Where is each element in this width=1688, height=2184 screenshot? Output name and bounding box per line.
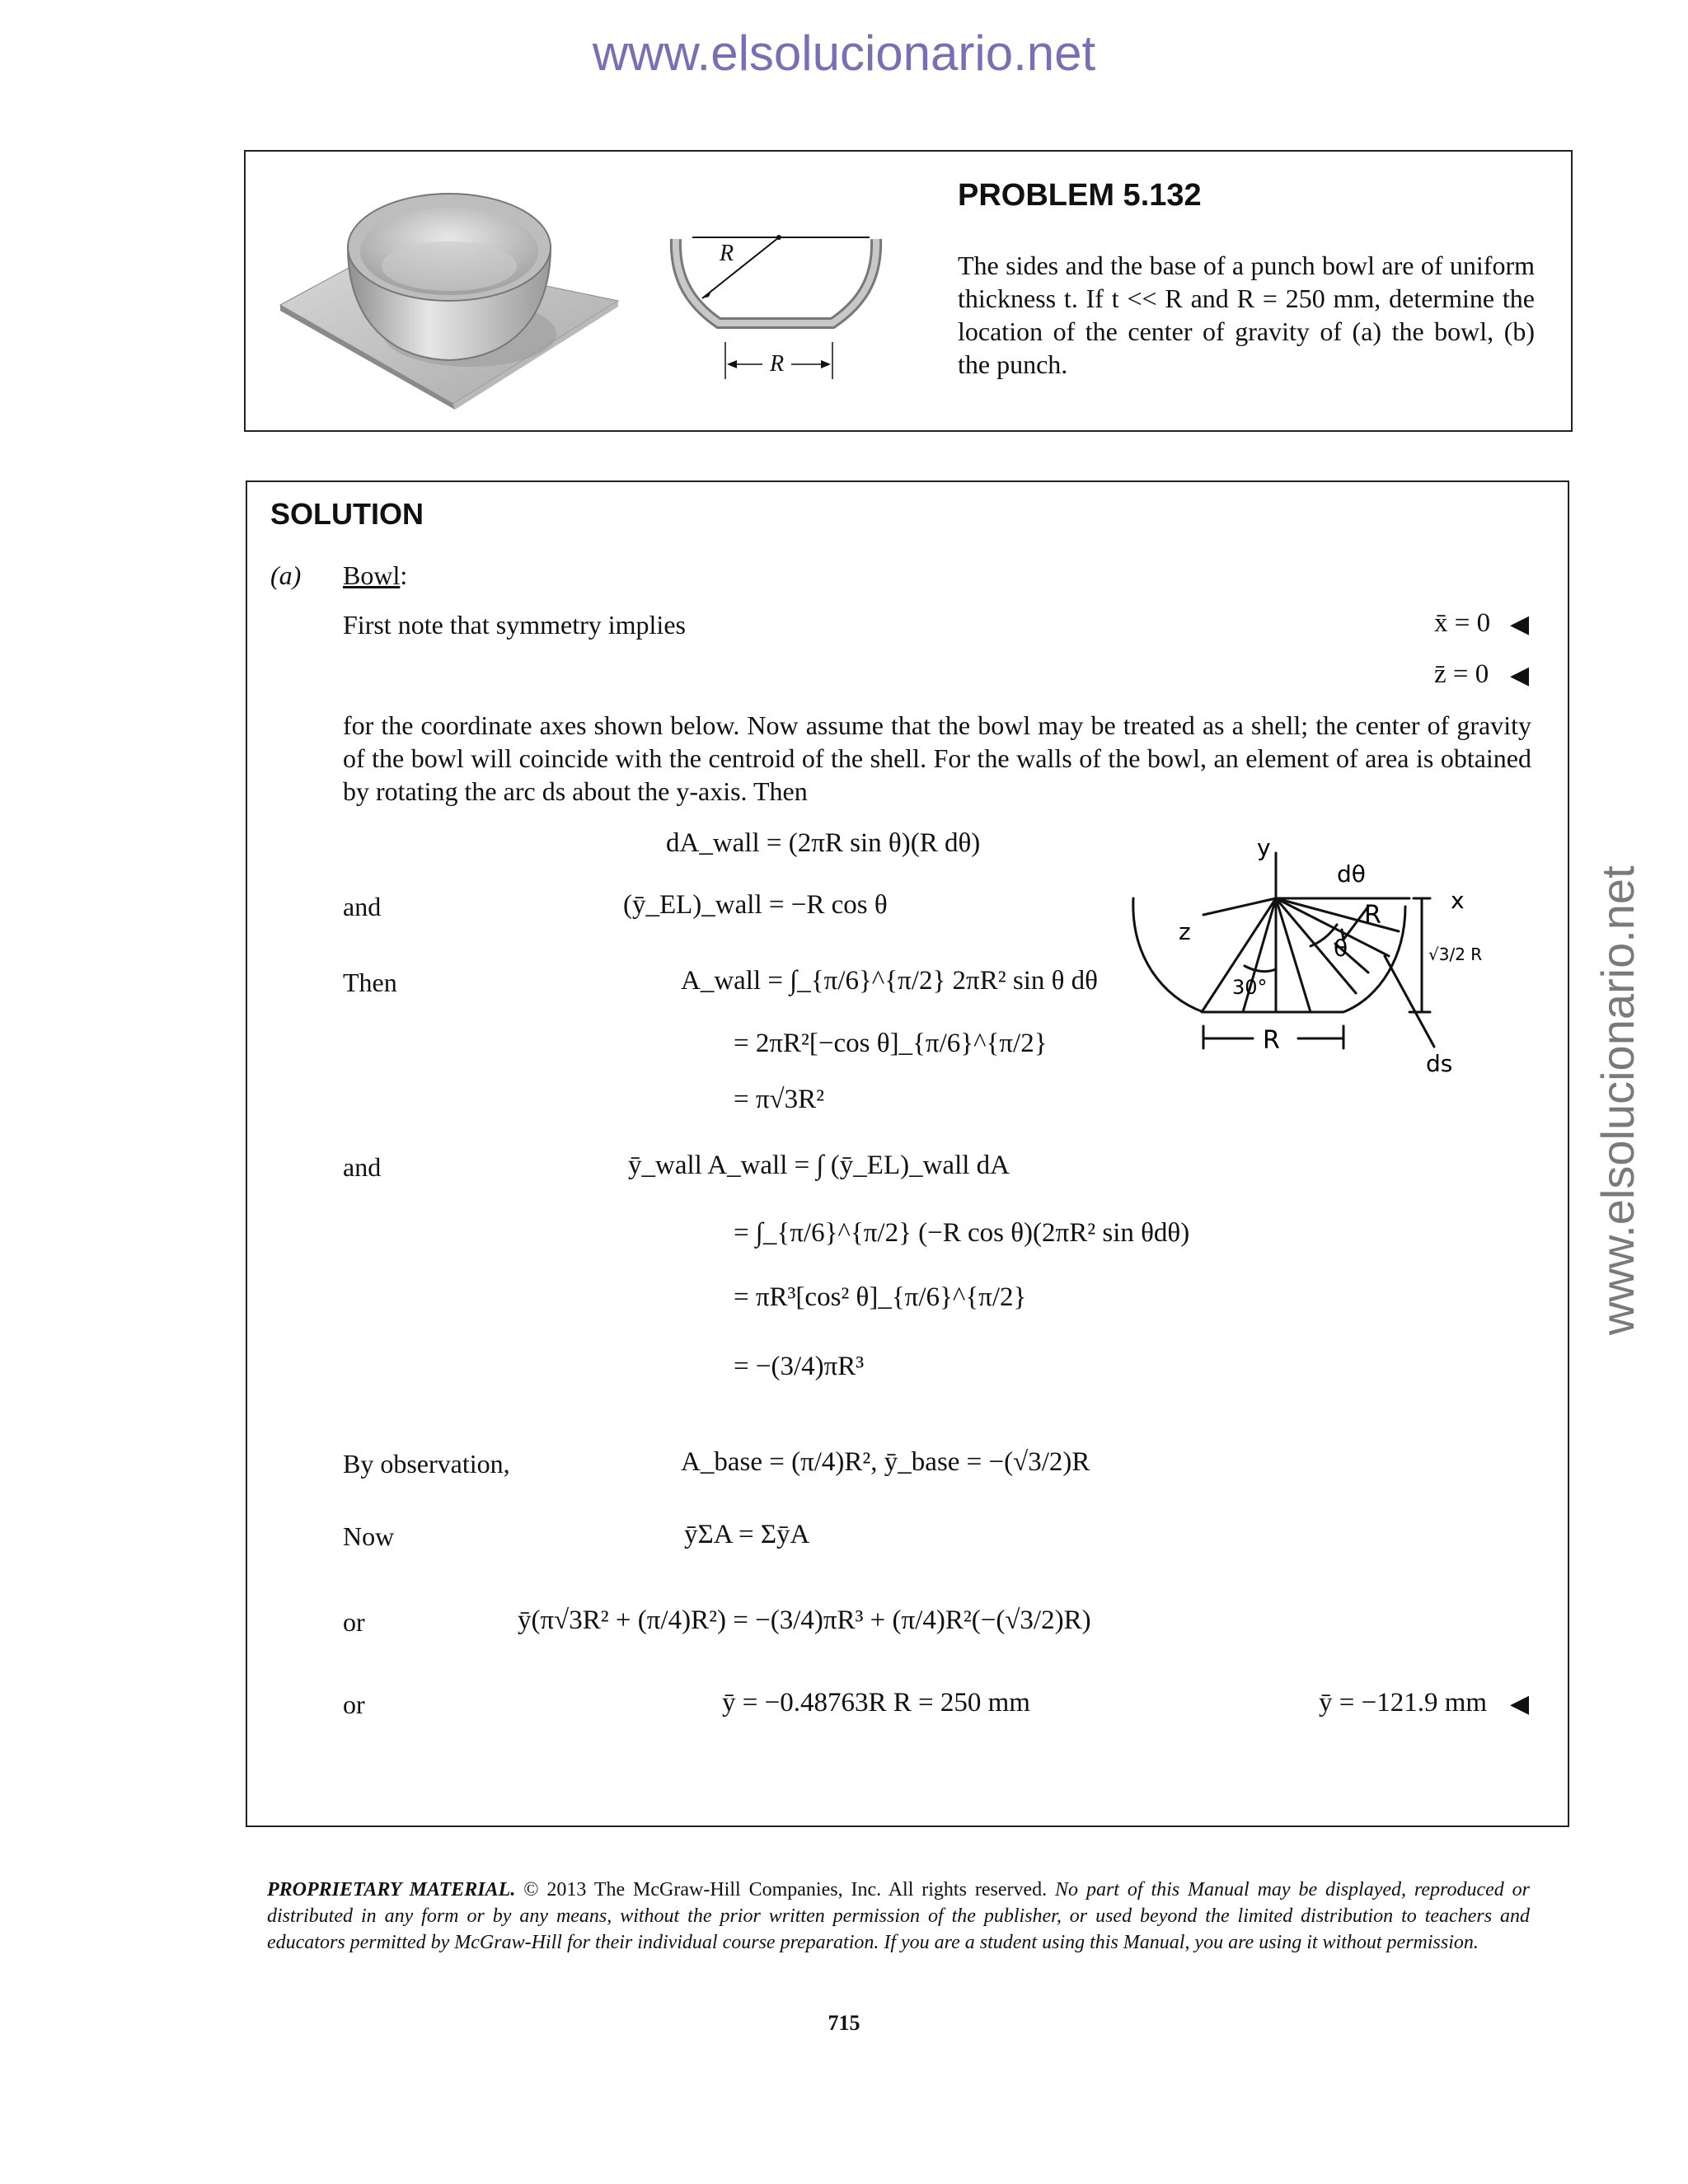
label-then: Then bbox=[343, 968, 397, 997]
final-answer: ȳ = −121.9 mm bbox=[1319, 1688, 1488, 1718]
eq-moment-3: = πR³[cos² θ]_{π/6}^{π/2} bbox=[734, 1282, 1027, 1312]
x-result: x̄ = 0 bbox=[1434, 608, 1491, 638]
label-now: Now bbox=[343, 1521, 395, 1551]
eq-area-wall-1: A_wall = ∫_{π/6}^{π/2} 2πR² sin θ dθ bbox=[681, 966, 1098, 996]
label-or-1: or bbox=[343, 1607, 365, 1637]
part-a-heading: Bowl: bbox=[343, 560, 408, 590]
problem-statement: The sides and the base of a punch bowl are of uniform thickness t. If t << R and R = 250 mm, determine the location of the center of gravity of (a) the bowl, (b) the punch. bbox=[958, 251, 1535, 379]
sketch-label-z: z bbox=[1179, 918, 1191, 945]
sketch-label-dtheta: dθ bbox=[1337, 860, 1366, 888]
watermark-top: www.elsolucionario.net bbox=[592, 26, 1096, 81]
punch-bowl-illustration bbox=[272, 169, 635, 416]
part-a-label: (a) bbox=[270, 560, 302, 590]
sketch-label-x: x bbox=[1451, 887, 1465, 914]
shell-explanation: for the coordinate axes shown below. Now assume that the bowl may be treated as a shell; the center of gravity of the bowl will coincide with the centroid of the shell. For the walls of the bowl, an element of area is obtained by rotating the arc ds about the y-axis. Then bbox=[343, 710, 1531, 806]
watermark-side-text: www.elsolucionario.net bbox=[1592, 865, 1643, 1335]
coordinate-sketch bbox=[1121, 832, 1484, 1080]
eq-final: ȳ = −0.48763R R = 250 mm bbox=[722, 1688, 1030, 1718]
sketch-label-r: R bbox=[1364, 901, 1381, 930]
eq-expand: ȳ(π√3R² + (π/4)R²) = −(3/4)πR³ + (π/4)R²(−(√3/2)R) bbox=[518, 1605, 1091, 1635]
label-by-observation: By observation, bbox=[343, 1449, 510, 1479]
eq-base: A_base = (π/4)R², ȳ_base = −(√3/2)R bbox=[681, 1447, 1090, 1477]
eq-moment-4: = −(3/4)πR³ bbox=[734, 1352, 865, 1381]
label-and-2: and bbox=[343, 1152, 382, 1182]
eq-sum: ȳΣA = ΣȳA bbox=[684, 1520, 810, 1549]
z-result: z̄ = 0 bbox=[1434, 659, 1489, 689]
figure-radius-label: R bbox=[720, 241, 734, 266]
eq-moment-1: ȳ_wall A_wall = ∫ (ȳ_EL)_wall dA bbox=[628, 1151, 1010, 1180]
sketch-label-theta: θ bbox=[1334, 935, 1348, 962]
answer-marker-icon: ◀ bbox=[1510, 1690, 1530, 1718]
eq-moment-2: = ∫_{π/6}^{π/2} (−R cos θ)(2πR² sin θdθ) bbox=[734, 1218, 1190, 1248]
figure-width-label: R bbox=[770, 351, 785, 377]
eq-y-el-wall: (ȳ_EL)_wall = −R cos θ bbox=[623, 890, 888, 920]
sketch-label-ds: ds bbox=[1426, 1050, 1453, 1077]
label-and-1: and bbox=[343, 892, 382, 921]
symmetry-text: First note that symmetry implies bbox=[343, 610, 686, 640]
sketch-label-y: y bbox=[1257, 834, 1271, 861]
page-number: 715 bbox=[828, 2011, 860, 2035]
label-or-2: or bbox=[343, 1690, 365, 1719]
footer-copyright: © 2013 The McGraw-Hill Companies, Inc. All rights reserved. bbox=[523, 1879, 1048, 1900]
eq-area-wall-2: = 2πR²[−cos θ]_{π/6}^{π/2} bbox=[734, 1029, 1048, 1058]
problem-title: PROBLEM 5.132 bbox=[958, 178, 1202, 213]
eq-dA-wall: dA_wall = (2πR sin θ)(R dθ) bbox=[666, 828, 981, 858]
solution-title: SOLUTION bbox=[270, 497, 424, 531]
answer-marker-icon: ◀ bbox=[1510, 662, 1530, 689]
copyright-footer bbox=[267, 1877, 1530, 1956]
sketch-label-height: √3/2 R bbox=[1428, 944, 1483, 964]
footer-notice: No part of this Manual may be displayed, reproduced or distributed in any form or by any means, without the prior written permission of the publisher, or used beyond the limited distribution to teachers and educators permitted by McGraw-Hill for their individual course preparation. If you are a student using this Manual, you are using it without permission. bbox=[267, 1879, 1531, 1953]
footer-bold-lead: PROPRIETARY MATERIAL. bbox=[267, 1879, 516, 1900]
eq-area-wall-3: = π√3R² bbox=[734, 1085, 825, 1114]
sketch-label-width: R bbox=[1263, 1026, 1280, 1055]
part-a-title: Bowl bbox=[343, 560, 401, 590]
answer-marker-icon: ◀ bbox=[1510, 611, 1530, 638]
sketch-label-angle: 30° bbox=[1232, 976, 1268, 999]
